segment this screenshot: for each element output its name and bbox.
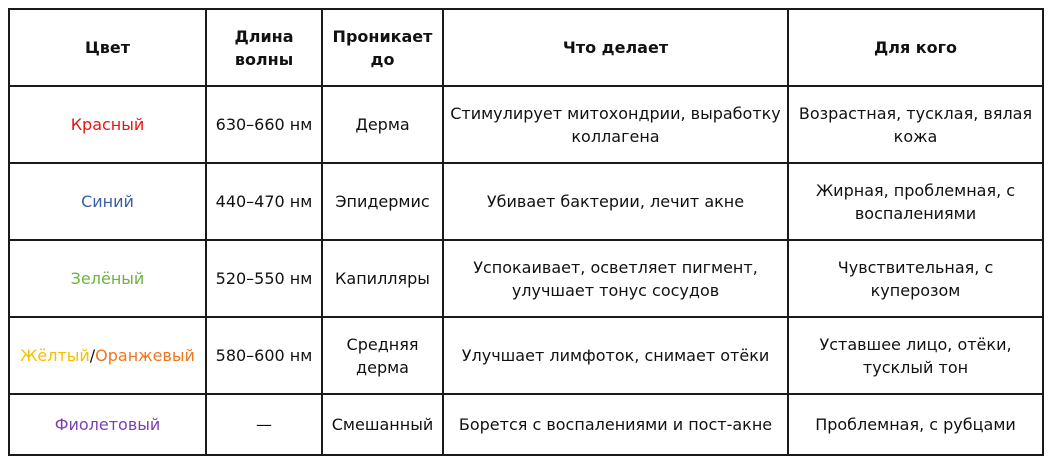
table-row [9,163,1043,240]
light-therapy-table [8,8,1044,456]
table-row [9,394,1043,455]
cell-depth: Эпидермис [322,163,443,240]
cell-wavelength: 440–470 нм [206,163,322,240]
cell-color: Синий [9,163,206,240]
cell-wavelength: 580–600 нм [206,317,322,394]
color-separator: / [89,346,96,365]
header-color: Цвет [9,9,206,86]
cell-target: Возрастная, тусклая, вялая кожа [788,86,1043,163]
cell-color: Красный [9,86,206,163]
color-label-yellow: Жёлтый [20,346,90,365]
cell-wavelength: 630–660 нм [206,86,322,163]
cell-effect: Стимулирует митохондрии, выработку коллагена [443,86,788,163]
cell-target: Проблемная, с рубцами [788,394,1043,455]
cell-depth: Дерма [322,86,443,163]
header-row [9,9,1043,86]
cell-effect: Борется с воспалениями и пост-акне [443,394,788,455]
cell-color: Зелёный [9,240,206,317]
cell-depth: Средняя дерма [322,317,443,394]
header-effect: Что делает [443,9,788,86]
cell-depth: Смешанный [322,394,443,455]
cell-color: Фиолетовый [9,394,206,455]
cell-color [9,317,206,394]
cell-wavelength: 520–550 нм [206,240,322,317]
light-therapy-table-container [8,8,1044,456]
table-row [9,317,1043,394]
header-wavelength: Длина волны [206,9,322,86]
cell-depth: Капилляры [322,240,443,317]
table-row [9,240,1043,317]
cell-target: Уставшее лицо, отёки, тусклый тон [788,317,1043,394]
header-target: Для кого [788,9,1043,86]
header-depth: Проникает до [322,9,443,86]
cell-target: Чувствительная, с куперозом [788,240,1043,317]
cell-effect: Убивает бактерии, лечит акне [443,163,788,240]
cell-effect: Успокаивает, осветляет пигмент, улучшает тонус сосудов [443,240,788,317]
color-label-orange: Оранжевый [95,346,195,365]
cell-target: Жирная, проблемная, с воспалениями [788,163,1043,240]
cell-wavelength: — [206,394,322,455]
table-row [9,86,1043,163]
cell-effect: Улучшает лимфоток, снимает отёки [443,317,788,394]
